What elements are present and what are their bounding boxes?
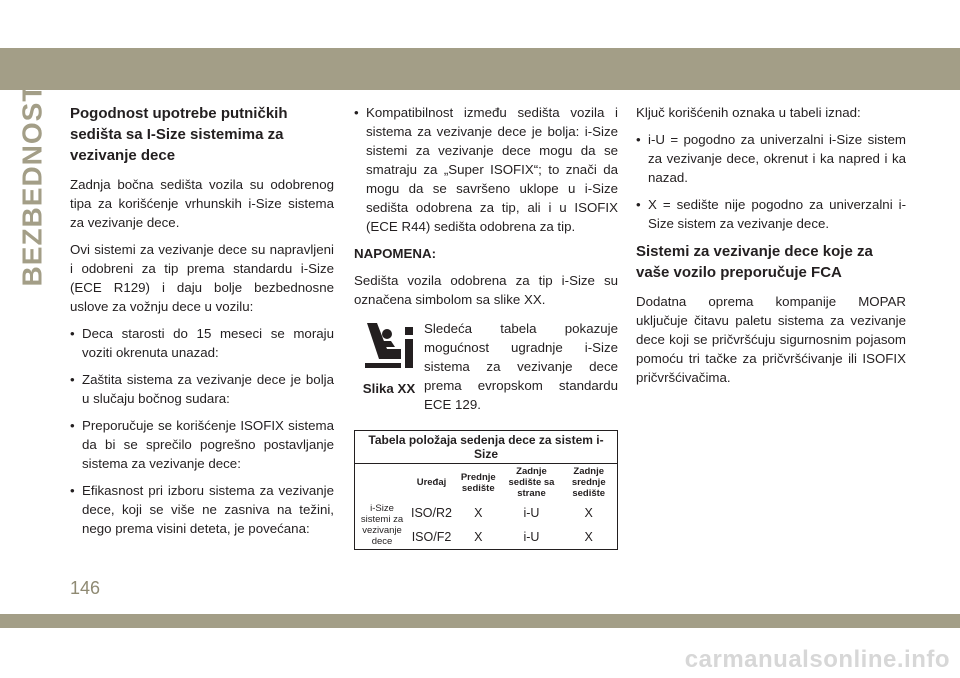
table-row — [355, 501, 618, 525]
watermark: carmanualsonline.info — [684, 646, 950, 673]
section-heading-isize: Pogodnost upotrebe putničkih sedišta sa I-Size sistemima za vezivanje dece — [70, 105, 288, 164]
key-intro: Ključ korišćenih oznaka u tabeli iznad: — [636, 105, 861, 120]
bullet-list — [70, 324, 334, 538]
list-item: • Zaštita sistema za vezivanje dece je bolja u slučaju bočnog sudara: — [70, 370, 334, 408]
figure-row — [354, 319, 618, 422]
isize-table — [354, 430, 618, 550]
table-cell: i-U — [523, 530, 540, 544]
table-cell: X — [584, 530, 593, 544]
table-cell: X — [474, 530, 483, 544]
section-tab-label: BEZBEDNOST — [16, 83, 47, 287]
table-cell: X — [474, 506, 483, 520]
top-band — [0, 48, 960, 90]
table-cell: ISO/F2 — [411, 530, 452, 544]
table-row-label: i-Size sistemi za vezivanje dece — [360, 503, 404, 547]
table-cell: i-U — [523, 506, 540, 520]
table-cell: ISO/R2 — [411, 506, 452, 520]
list-item: • Deca starosti do 15 meseci se moraju voziti okrenuta unazad: — [70, 324, 334, 362]
figure — [354, 319, 424, 422]
bullet-list — [636, 130, 906, 233]
figure-caption: Slika XX — [362, 381, 416, 396]
table-header: Zadnje sedište sa strane — [508, 466, 555, 499]
list-item: • Efikasnost pri izboru sistema za vezivanje dece, koji se više ne zasniva na težini, nego prema visini deteta, je povećana: — [70, 481, 334, 538]
note-heading: NAPOMENA: — [354, 246, 436, 261]
bottom-band — [0, 614, 960, 628]
section-tab — [12, 83, 52, 287]
table-header: Uređaj — [416, 477, 447, 488]
table-caption: Tabela položaja sedenja dece za sistem i-Size — [355, 431, 618, 464]
section-heading-fca: Sistemi za vezivanje dece koje za vaše vozilo preporučuje FCA — [636, 243, 873, 281]
paragraph: Dodatna oprema kompanije MOPAR uključuje čitavu paletu sistema za vezivanje dece koji se pričvršćuju sigurnosnim pojasom pomoću tri tačke za pričvršćivanje ili ISOFIX pričvršćivačima. — [636, 294, 906, 385]
paragraph: Zadnja bočna sedišta vozila su odobrenog tipa za korišćenje vrhunskih i-Size sistema za vezivanje dece. — [70, 177, 334, 230]
paragraph: Ovi sistemi za vezivanje dece su napravljeni i odobreni za tip prema standardu i-Size (ECE R129) i daju bolje bezbednosne uslove za vožnju dece u vozilu: — [70, 242, 334, 314]
table-header-empty — [355, 464, 410, 502]
list-item: • Kompatibilnost između sedišta vozila i sistema za vezivanje dece je bolja: i-Size sistemi za vezivanje dece mogu da se smatraju za „Super ISOFIX“; to znači da mogu da se savršeno uklope u i-Size sedišta odobrena za tip, ali i u ISOFIX (ECE R44) sedišta odobrena za tip. — [354, 103, 618, 236]
page-number: 146 — [70, 578, 101, 598]
table-header: Zadnje srednje sedište — [571, 466, 606, 499]
bullet-list — [354, 103, 618, 236]
list-item: • X = sedište nije pogodno za univerzalni i-Size sistem za vezivanje dece. — [636, 195, 906, 233]
column-middle — [354, 103, 618, 550]
table-cell: X — [584, 506, 593, 520]
table-header: Prednje sedište — [460, 471, 496, 494]
column-right — [636, 103, 906, 395]
isize-child-seat-icon — [361, 319, 417, 373]
figure-description: Sledeća tabela pokazuje mogućnost ugradnje i-Size sistema za vezivanje dece prema evropskom standardu ECE 129. — [424, 321, 618, 412]
list-item: • Preporučuje se korišćenje ISOFIX sistema da bi se sprečilo pogrešno postavljanje sistema za vezivanje dece: — [70, 416, 334, 473]
list-item: • i-U = pogodno za univerzalni i-Size sistem za vezivanje dece, okrenut i ka napred i ka nazad. — [636, 130, 906, 187]
column-left — [70, 103, 334, 546]
note-text: Sedišta vozila odobrena za tip i-Size su označena simbolom sa slike XX. — [354, 273, 618, 307]
